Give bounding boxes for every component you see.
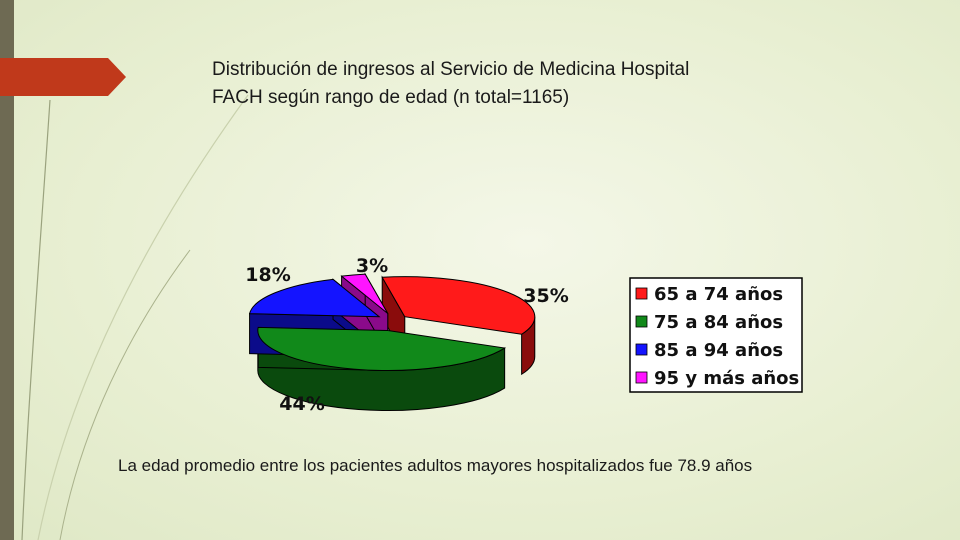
pie-label-1: 35% xyxy=(523,285,569,307)
legend-swatch-4 xyxy=(636,372,647,383)
legend-label-4: 95 y más años xyxy=(654,368,800,389)
pie-label-3: 18% xyxy=(245,264,291,286)
pie-label-4: 3% xyxy=(355,255,389,277)
chart-legend xyxy=(630,278,802,392)
legend-label-3: 85 a 94 años xyxy=(654,340,784,361)
legend-label-1: 65 a 74 años xyxy=(654,284,784,305)
footer-note: La edad promedio entre los pacientes adultos mayores hospitalizados fue 78.9 años xyxy=(118,456,753,475)
slide-title-line-2: FACH según rango de edad (n total=1165) xyxy=(212,87,570,108)
legend-swatch-1 xyxy=(636,288,647,299)
legend-swatch-3 xyxy=(636,344,647,355)
legend-label-2: 75 a 84 años xyxy=(654,312,784,333)
slide-title-line-1: Distribución de ingresos al Servicio de Medicina Hospital xyxy=(212,59,690,80)
pie-label-2: 44% xyxy=(279,393,325,415)
legend-swatch-2 xyxy=(636,316,647,327)
